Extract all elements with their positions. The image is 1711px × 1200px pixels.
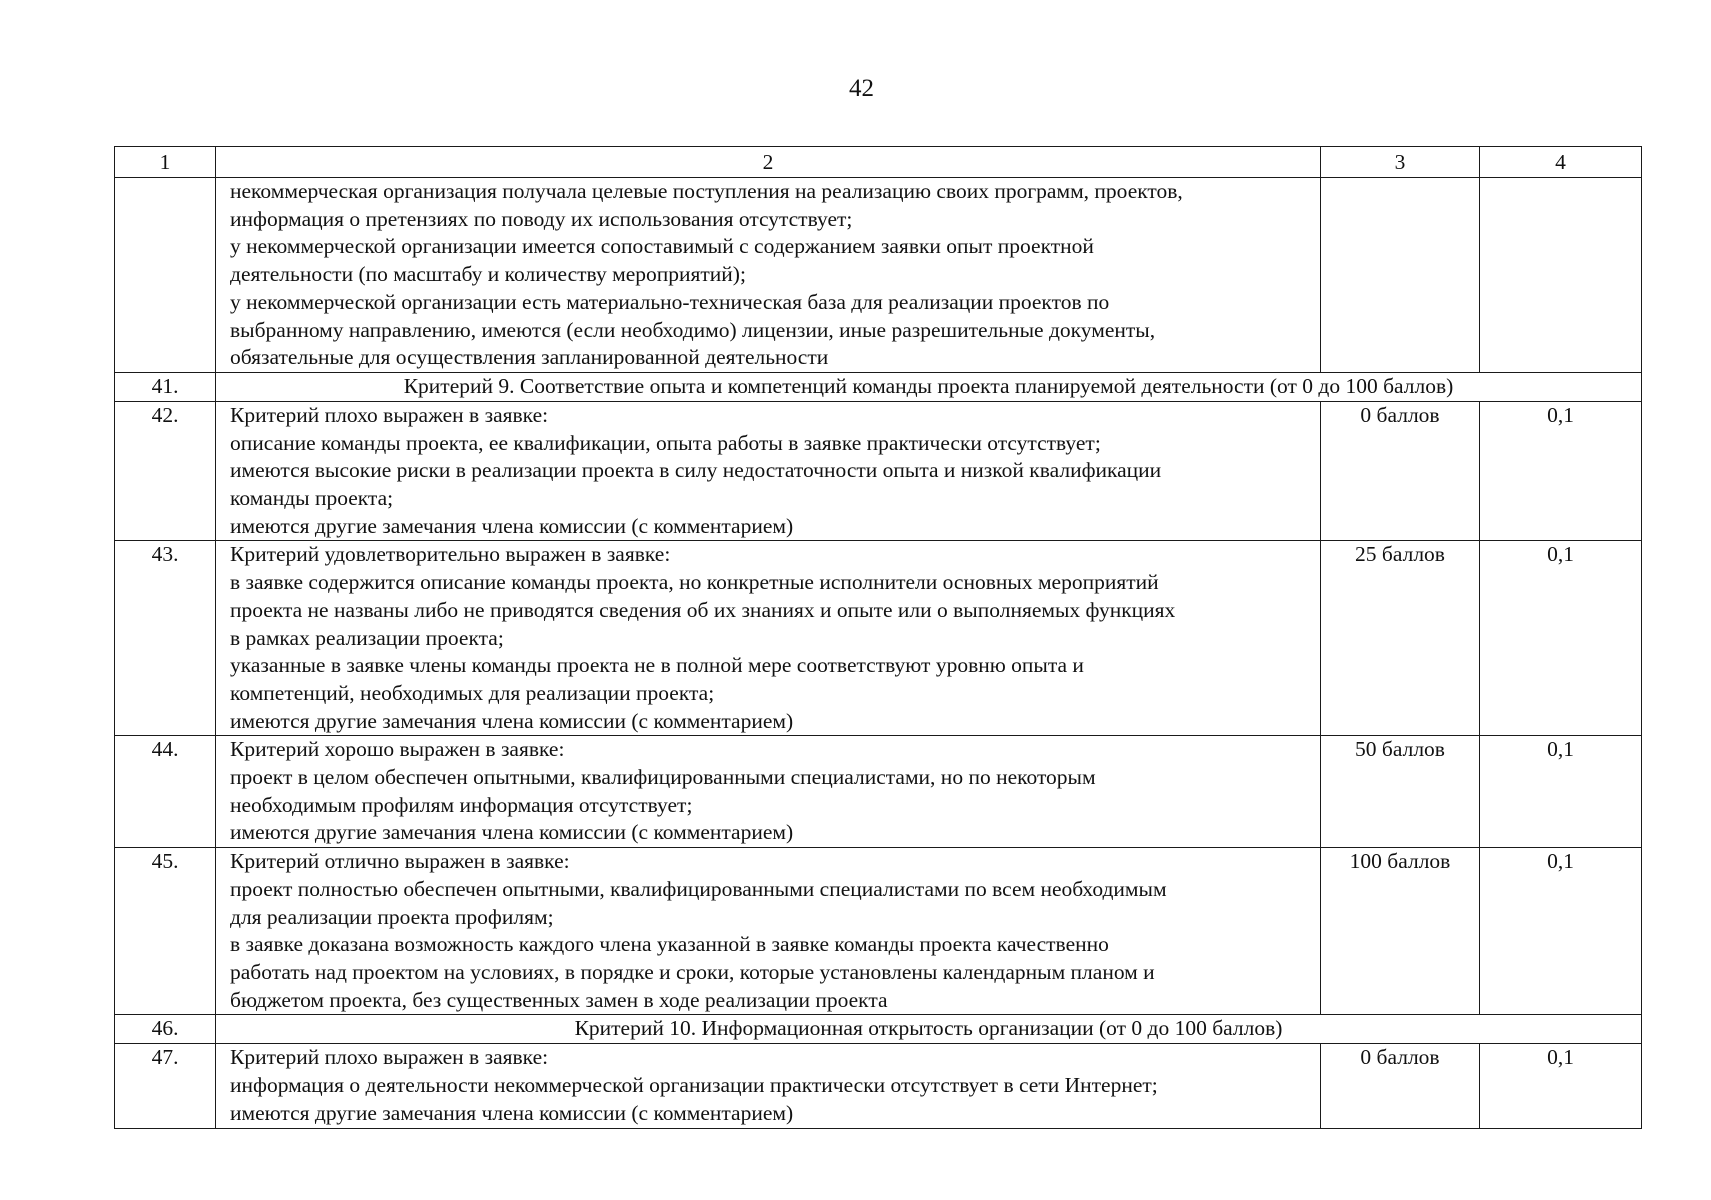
score-value bbox=[1321, 178, 1480, 373]
description-line: в заявке содержится описание команды проекта, но конкретные исполнители основных мероприятий bbox=[230, 570, 1159, 595]
score-value: 0 баллов bbox=[1321, 1044, 1480, 1128]
description-line: проекта не названы либо не приводятся сведения об их знаниях и опыте или о выполняемых функциях bbox=[230, 597, 1176, 622]
table-row bbox=[115, 736, 1642, 848]
description-line: проект полностью обеспечен опытными, квалифицированными специалистами по всем необходимым bbox=[230, 876, 1167, 901]
table-row bbox=[115, 1044, 1642, 1128]
description-line: компетенций, необходимых для реализации проекта; bbox=[230, 680, 715, 705]
weight-value: 0,1 bbox=[1480, 401, 1642, 541]
row-number: 45. bbox=[115, 848, 216, 1015]
weight-value bbox=[1480, 178, 1642, 373]
weight-value: 0,1 bbox=[1480, 1044, 1642, 1128]
section-row bbox=[115, 372, 1642, 401]
description-line: имеются другие замечания члена комиссии (с комментарием) bbox=[230, 1100, 794, 1125]
description-line: имеются другие замечания члена комиссии (с комментарием) bbox=[230, 513, 794, 538]
row-number bbox=[115, 178, 216, 373]
section-title: Критерий 9. Соответствие опыта и компетенций команды проекта планируемой деятельности (от 0 до 100 баллов) bbox=[216, 372, 1642, 401]
weight-value: 0,1 bbox=[1480, 848, 1642, 1015]
table-row bbox=[115, 178, 1642, 373]
table-row bbox=[115, 541, 1642, 736]
row-number: 41. bbox=[115, 372, 216, 401]
description-line: некоммерческая организация получала целевые поступления на реализацию своих программ, проектов, bbox=[230, 179, 1183, 203]
score-value: 25 баллов bbox=[1321, 541, 1480, 736]
description-line: информация о деятельности некоммерческой организации практически отсутствует в сети Интернет; bbox=[230, 1073, 1158, 1098]
description-line: Критерий отлично выражен в заявке: bbox=[230, 849, 570, 874]
description-line: команды проекта; bbox=[230, 486, 394, 511]
description-line: информация о претензиях по поводу их использования отсутствует; bbox=[230, 206, 853, 231]
description-line: имеются другие замечания члена комиссии (с комментарием) bbox=[230, 708, 794, 733]
criterion-description bbox=[216, 848, 1321, 1015]
description-line: проект в целом обеспечен опытными, квалифицированными специалистами, но по некоторым bbox=[230, 765, 1096, 790]
description-line: для реализации проекта профилям; bbox=[230, 904, 554, 929]
criterion-description bbox=[216, 541, 1321, 736]
weight-value: 0,1 bbox=[1480, 736, 1642, 848]
description-line: в заявке доказана возможность каждого члена указанной в заявке команды проекта качественно bbox=[230, 932, 1109, 957]
description-line: Критерий хорошо выражен в заявке: bbox=[230, 737, 565, 762]
description-line: имеются другие замечания члена комиссии (с комментарием) bbox=[230, 820, 794, 845]
score-value: 0 баллов bbox=[1321, 401, 1480, 541]
description-line: описание команды проекта, ее квалификации, опыта работы в заявке практически отсутствует; bbox=[230, 430, 1101, 455]
description-line: Критерий плохо выражен в заявке: bbox=[230, 1045, 549, 1070]
weight-value: 0,1 bbox=[1480, 541, 1642, 736]
column-number-3: 3 bbox=[1321, 147, 1480, 178]
description-line: необходимым профилям информация отсутствует; bbox=[230, 792, 693, 817]
criteria-table bbox=[114, 146, 1642, 1129]
table-row bbox=[115, 401, 1642, 541]
criterion-description bbox=[216, 736, 1321, 848]
row-number: 42. bbox=[115, 401, 216, 541]
column-number-4: 4 bbox=[1480, 147, 1642, 178]
section-row bbox=[115, 1015, 1642, 1044]
description-line: имеются высокие риски в реализации проекта в силу недостаточности опыта и низкой квалификации bbox=[230, 458, 1162, 483]
page-number: 42 bbox=[849, 75, 874, 102]
score-value: 100 баллов bbox=[1321, 848, 1480, 1015]
description-line: выбранному направлению, имеются (если необходимо) лицензии, иные разрешительные документы, bbox=[230, 317, 1156, 342]
description-line: Критерий плохо выражен в заявке: bbox=[230, 402, 549, 427]
row-number: 44. bbox=[115, 736, 216, 848]
criterion-description bbox=[216, 401, 1321, 541]
column-number-1: 1 bbox=[115, 147, 216, 178]
column-number-2: 2 bbox=[216, 147, 1321, 178]
row-number: 43. bbox=[115, 541, 216, 736]
description-line: указанные в заявке члены команды проекта не в полной мере соответствуют уровню опыта и bbox=[230, 653, 1084, 678]
criterion-description bbox=[216, 178, 1321, 373]
description-line: обязательные для осуществления запланированной деятельности bbox=[230, 345, 829, 370]
score-value: 50 баллов bbox=[1321, 736, 1480, 848]
table-row bbox=[115, 848, 1642, 1015]
column-number-row bbox=[115, 147, 1642, 178]
row-number: 47. bbox=[115, 1044, 216, 1128]
description-line: у некоммерческой организации имеется сопоставимый с содержанием заявки опыт проектной bbox=[230, 234, 1094, 259]
description-line: Критерий удовлетворительно выражен в заявке: bbox=[230, 542, 671, 567]
criteria-table-body bbox=[115, 147, 1642, 1129]
criterion-description bbox=[216, 1044, 1321, 1128]
description-line: у некоммерческой организации есть материально-техническая база для реализации проектов по bbox=[230, 289, 1110, 314]
description-line: бюджетом проекта, без существенных замен в ходе реализации проекта bbox=[230, 987, 888, 1012]
section-title: Критерий 10. Информационная открытость организации (от 0 до 100 баллов) bbox=[216, 1015, 1642, 1044]
row-number: 46. bbox=[115, 1015, 216, 1044]
description-line: в рамках реализации проекта; bbox=[230, 625, 504, 650]
description-line: деятельности (по масштабу и количеству мероприятий); bbox=[230, 262, 746, 287]
description-line: работать над проектом на условиях, в порядке и сроки, которые установлены календарным планом и bbox=[230, 959, 1155, 984]
